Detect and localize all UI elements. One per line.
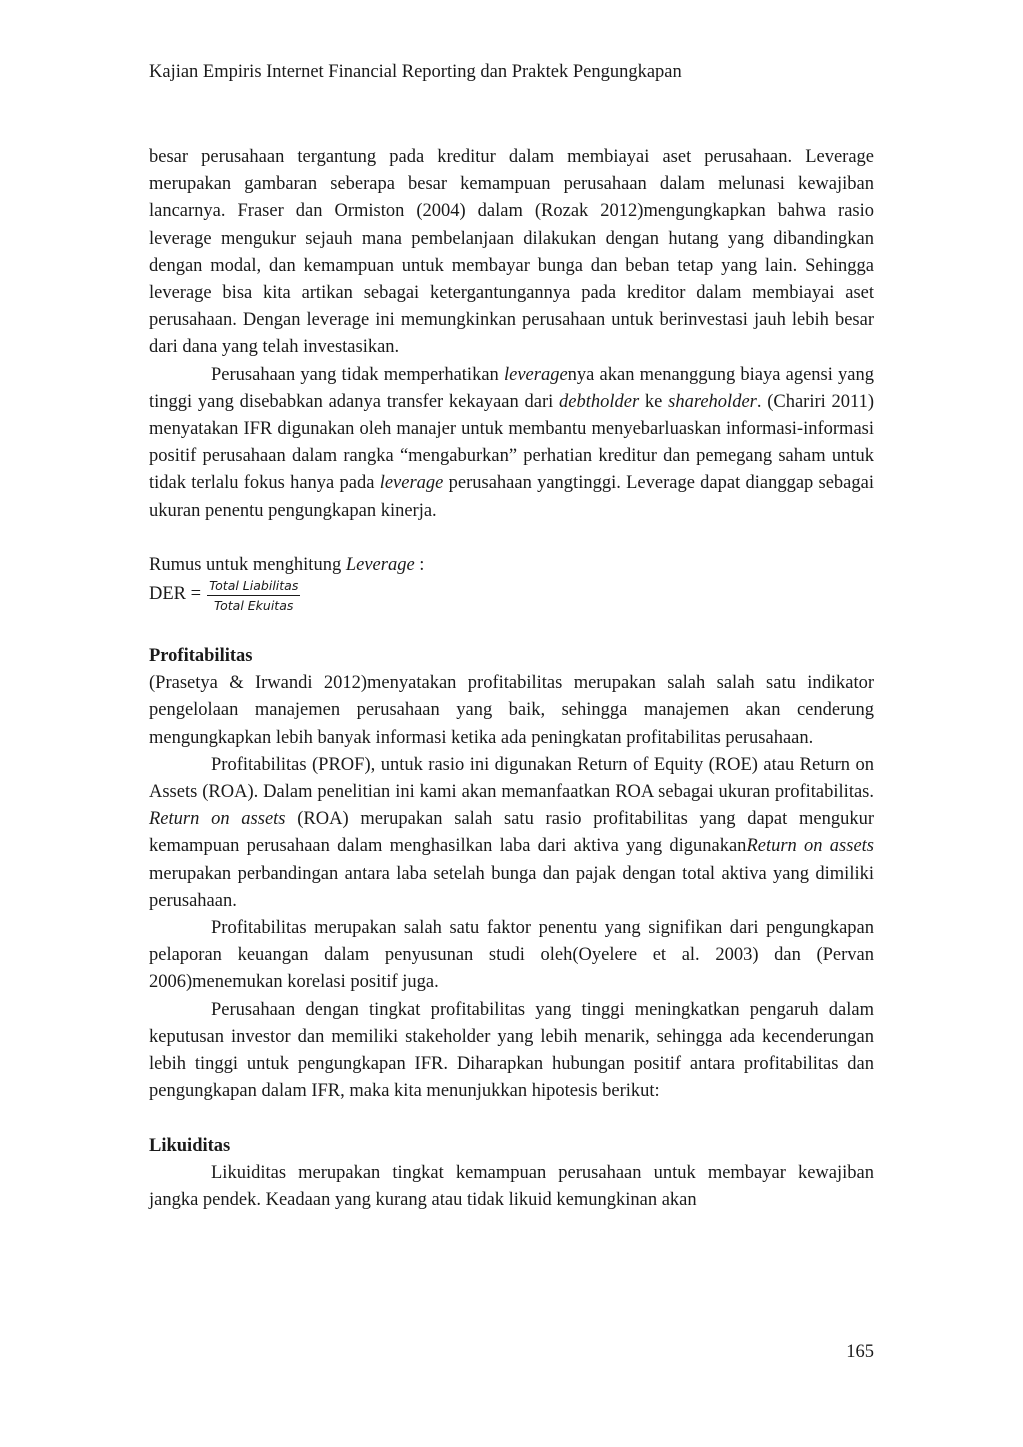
paragraph-profit-hypothesis: Perusahaan dengan tingkat profitabilitas yang tinggi meningkatkan pengaruh dalam keputusan investor dan memiliki stakeholder yang lebih menarik, sehingga ada kecenderungan lebih tinggi untuk pengungkapan IFR. Diharapkan hubungan positif antara profitabilitas dan pengungkapan dalam IFR, maka kita menunjukkan hipotesis berikut:	[149, 999, 874, 1102]
paragraph-liquidity: Likuiditas merupakan tingkat kemampuan perusahaan untuk membayar kewajiban jangka pendek. Keadaan yang kurang atau tidak likuid kemungkinan akan	[149, 1162, 874, 1210]
page-number: 165	[846, 1342, 874, 1362]
paragraph-roa: Profitabilitas (PROF), untuk rasio ini digunakan Return of Equity (ROE) atau Return on Assets (ROA). Dalam penelitian ini kami akan memanfaatkan ROA sebagai ukuran profitabilitas. Return on assets (ROA) merupakan salah satu rasio profitabilitas yang dapat mengukur kemampuan perusahaan dalam menghasilkan laba dari aktiva yang digunakanReturn on assets merupakan perbandingan antara laba setelah bunga dan pajak dengan total aktiva yang dimiliki perusahaan.	[149, 754, 875, 911]
formula-lhs: DER =	[149, 584, 202, 605]
paragraph-leverage-agency: Perusahaan yang tidak memperhatikan leveragenya akan menanggung biaya agensi yang tinggi yang disebabkan adanya transfer kekayaan dari debtholder ke shareholder. (Chariri 2011) menyatakan IFR digunakan oleh manajer untuk membantu menyebarluaskan informasi-informasi positif perusahaan dalam rangka “mengaburkan” perhatian kreditur dan pemegang saham untuk tidak terlalu fokus hanya pada leverage perusahaan yangtinggi. Leverage dapat dianggap sebagai ukuran penentu pengungkapan kinerja.	[149, 364, 875, 521]
formula-fraction	[207, 577, 300, 614]
der-formula	[149, 573, 874, 617]
running-head: Kajian Empiris Internet Financial Reporting dan Praktek Pengungkapan	[149, 62, 682, 82]
formula-numerator: Total Liabilitas	[207, 577, 300, 596]
paragraph-profit-factor: Profitabilitas merupakan salah satu faktor penentu yang signifikan dari pengungkapan pelaporan keuangan dalam penyusunan studi oleh(Oyelere et al. 2003) dan (Pervan 2006)menemukan korelasi positif juga.	[149, 918, 874, 993]
paragraph-profit-intro: (Prasetya & Irwandi 2012)menyatakan profitabilitas merupakan salah salah satu indikator pengelolaan manajemen perusahaan yang baik, sehingga manajemen akan cenderung mengungkapkan lebih banyak informasi ketika ada peningkatan profitabilitas perusahaan.	[149, 673, 874, 748]
paragraph-leverage-definition: besar perusahaan tergantung pada kreditur dalam membiayai aset perusahaan. Leverage merupakan gambaran seberapa besar kemampuan perusahaan dalam melunasi kewajiban lancarnya. Fraser dan Ormiston (2004) dalam (Rozak 2012)mengungkapkan bahwa rasio leverage mengukur sejauh mana pembelanjaan dilakukan dengan hutang yang dibandingkan dengan modal, dan kemampuan untuk membayar bunga dan beban tetap yang lain. Sehingga leverage bisa kita artikan sebagai ketergantungannya pada kreditor dalam membiayai aset perusahaan. Dengan leverage ini memungkinkan perusahaan untuk berinvestasi jauh lebih besar dari dana yang telah investasikan.	[149, 147, 874, 358]
body-text	[149, 144, 874, 1214]
section-heading-likuiditas: Likuiditas	[149, 1135, 231, 1156]
formula-intro: Rumus untuk menghitung Leverage :	[149, 554, 425, 575]
section-heading-profitabilitas: Profitabilitas	[149, 646, 253, 667]
formula-denominator: Total Ekuitas	[214, 597, 294, 613]
